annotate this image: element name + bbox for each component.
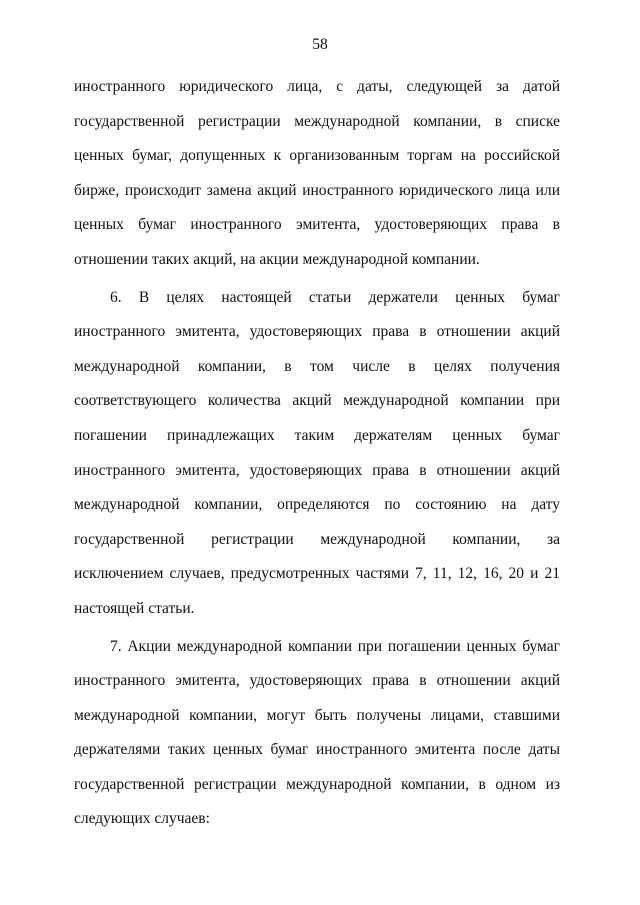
document-body bbox=[74, 70, 560, 840]
paragraph-item-6: 6. В целях настоящей статьи держатели ценных бумаг иностранного эмитента, удостоверяющих права в отношении акций международной компании, в том числе в целях получения соответствующего количества акций международной компании при погашении принадлежащих таким держателям ценных бумаг иностранного эмитента, удостоверяющих права в отношении акций международной компании, определяются по состоянию на дату государственной регистрации международной компании, за исключением случаев, предусмотренных частями 7, 11, 12, 16, 20 и 21 настоящей статьи. bbox=[74, 288, 560, 617]
page-number: 58 bbox=[312, 36, 328, 53]
paragraph-continuation: иностранного юридического лица, с даты, следующей за датой государственной регистрации международной компании, в списке ценных бумаг, допущенных к организованным торгам на российской бирже, происходит замена акций иностранного юридического лица или ценных бумаг иностранного эмитента, удостоверяющих права в отношении таких акций, на акции международной компании. bbox=[74, 78, 560, 268]
paragraph-item-7: 7. Акции международной компании при погашении ценных бумаг иностранного эмитента, удостоверяющих права в отношении акций международной компании, могут быть получены лицами, ставшими держателями таких ценных бумаг иностранного эмитента после даты государственной регистрации международной компании, в одном из следующих случаев: bbox=[74, 637, 560, 828]
